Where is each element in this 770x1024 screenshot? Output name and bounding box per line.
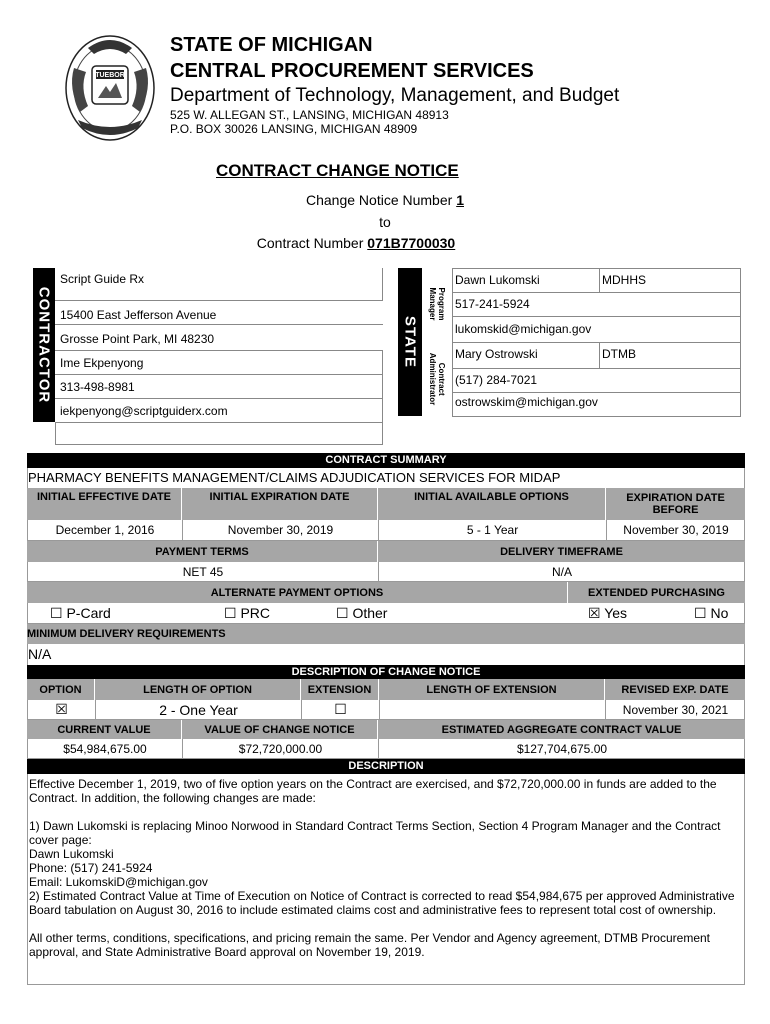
contract-number-label: Contract Number <box>256 235 368 251</box>
h-min-delivery: MINIMUM DELIVERY REQUIREMENTS <box>27 624 745 644</box>
h-extension: EXTENSION <box>301 679 379 700</box>
contractor-bar <box>33 268 55 422</box>
h-estimated-aggregate: ESTIMATED AGGREGATE CONTRACT VALUE <box>441 723 682 736</box>
change-option-values <box>27 700 745 720</box>
pm-name: Dawn Lukomski <box>455 273 540 287</box>
length-of-extension <box>380 700 606 719</box>
michigan-seal <box>58 28 162 150</box>
no-label: No <box>710 605 729 621</box>
pm-email: lukomskid@michigan.gov <box>455 322 592 336</box>
pm-label-line-2: Manager <box>428 287 437 321</box>
contractor-info <box>55 268 383 444</box>
prc-label: PRC <box>240 605 271 621</box>
ca-name: Mary Ostrowski <box>455 347 538 361</box>
contractor-phone: 313-498-8981 <box>60 380 135 394</box>
address-line-2: P.O. BOX 30026 LANSING, MICHIGAN 48909 <box>170 122 418 136</box>
pm-agency: MDHHS <box>602 273 646 287</box>
h-length-of-option: LENGTH OF OPTION <box>95 679 301 700</box>
state-bar <box>398 268 422 416</box>
h-option: OPTION <box>27 679 95 700</box>
change-notice-header: DESCRIPTION OF CHANGE NOTICE <box>27 665 745 679</box>
contractor-contact: Ime Ekpenyong <box>60 356 144 370</box>
contractor-email: iekpenyong@scriptguiderx.com <box>60 404 228 418</box>
payment-delivery-headers <box>27 541 745 562</box>
length-of-option: 2 - One Year <box>96 700 302 719</box>
ca-phone: (517) 284-7021 <box>455 373 538 387</box>
contract-summary-header: CONTRACT SUMMARY <box>27 453 745 468</box>
initial-effective-date: December 1, 2016 <box>28 520 183 540</box>
description-paragraph-2: 1) Dawn Lukomski is replacing Minoo Norwood in Standard Contract Terms Section, Section 4 Program Manager and the Contract cover page: Dawn Lukomski Phone: (517) 241-5924 Email: LukomskiD@michigan.gov 2) Estimated Contract Value at Time of Execution on Notice of Contract is corrected to read $54,984,675 per approved Administrative Board tabulation on August 30, 2016 to include estimated claims cost and administrative fees to represent total cost of ownership. <box>29 819 735 917</box>
change-notice-value: 1 <box>456 192 464 208</box>
summary-date-values <box>27 520 745 541</box>
pcard-option[interactable]: ☐ P-Card <box>50 605 111 621</box>
notice-title: CONTRACT CHANGE NOTICE <box>216 161 459 180</box>
payment-terms: NET 45 <box>28 562 379 581</box>
other-option[interactable]: ☐ Other <box>336 605 388 621</box>
expiration-date-before: November 30, 2019 <box>623 523 729 537</box>
extended-yes-option[interactable]: ☒ Yes <box>588 605 628 621</box>
seal-text: TUEBOR <box>95 72 125 79</box>
contractor-label: CONTRACTOR <box>35 286 53 404</box>
pm-phone: 517-241-5924 <box>455 297 530 311</box>
h-revised-exp-date: REVISED EXP. DATE <box>621 683 729 696</box>
h-payment-terms: PAYMENT TERMS <box>27 541 378 562</box>
state-role-labels <box>422 268 452 416</box>
contract-number <box>0 235 712 251</box>
ca-label-line-2: Administrator <box>428 352 437 406</box>
extended-no-option[interactable]: ☐ No <box>694 605 729 621</box>
state-heading: STATE OF MICHIGAN <box>170 34 373 56</box>
address-line-1: 525 W. ALLEGAN ST., LANSING, MICHIGAN 48913 <box>170 108 449 122</box>
description-body <box>27 774 745 985</box>
change-option-headers <box>27 679 745 700</box>
payment-delivery-values <box>27 562 745 582</box>
alt-payment-values <box>27 603 745 624</box>
other-label: Other <box>352 605 388 621</box>
h-current-value: CURRENT VALUE <box>27 720 182 739</box>
change-notice-label: Change Notice Number <box>306 192 457 208</box>
extension-checkbox[interactable]: ☐ <box>302 700 380 719</box>
change-notice-number <box>0 192 770 208</box>
h-initial-expiration: INITIAL EXPIRATION DATE <box>182 488 378 520</box>
h-extended-purchasing: EXTENDED PURCHASING <box>588 586 725 599</box>
h-delivery-timeframe: DELIVERY TIMEFRAME <box>500 545 623 558</box>
yes-label: Yes <box>604 605 628 621</box>
value-values <box>27 739 745 759</box>
ca-label-line-1: Contract <box>437 362 446 396</box>
option-checkbox[interactable]: ☒ <box>28 700 96 719</box>
contract-number-value: 071B7700030 <box>367 235 456 251</box>
initial-expiration-date: November 30, 2019 <box>183 520 379 540</box>
state-info <box>452 268 741 416</box>
h-value-of-change: VALUE OF CHANGE NOTICE <box>182 720 378 739</box>
h-initial-options: INITIAL AVAILABLE OPTIONS <box>378 488 606 520</box>
estimated-aggregate-value: $127,704,675.00 <box>516 741 608 756</box>
min-delivery-value: N/A <box>27 644 745 665</box>
ca-agency: DTMB <box>602 347 636 361</box>
to-label: to <box>379 214 391 230</box>
contractor-city: Grosse Point Park, MI 48230 <box>60 332 215 346</box>
contractor-name: Script Guide Rx <box>60 272 145 286</box>
delivery-timeframe: N/A <box>551 564 572 579</box>
program-manager-label <box>422 268 452 340</box>
contract-administrator-label <box>422 342 452 416</box>
alt-payment-headers <box>27 582 745 603</box>
h-length-of-extension: LENGTH OF EXTENSION <box>379 679 605 700</box>
ca-email: ostrowskim@michigan.gov <box>455 395 598 409</box>
current-value: $54,984,675.00 <box>28 739 183 758</box>
state-label: STATE <box>401 316 419 368</box>
pm-label-line-1: Program <box>437 287 446 321</box>
value-headers <box>27 720 745 739</box>
description-paragraph-3: All other terms, conditions, specifications, and pricing remain the same. Per Vendor and Agency agreement, DTMB Procurement approval, and State Administrative Board approval on November 19, 2019. <box>29 931 710 959</box>
revised-exp-date: November 30, 2021 <box>622 702 729 717</box>
description-paragraph-1: Effective December 1, 2019, two of five option years on the Contract are exercised, and $72,720,000.00 in funds are added to the Contract. In addition, the following changes are made: <box>29 777 717 805</box>
value-of-change: $72,720,000.00 <box>183 739 379 758</box>
initial-available-options: 5 - 1 Year <box>379 520 607 540</box>
pcard-label: P-Card <box>66 605 111 621</box>
h-alternate-payment: ALTERNATE PAYMENT OPTIONS <box>27 582 568 603</box>
department-heading: Department of Technology, Management, and Budget <box>170 85 620 106</box>
summary-description: PHARMACY BENEFITS MANAGEMENT/CLAIMS ADJUDICATION SERVICES FOR MIDAP <box>27 468 745 488</box>
office-heading: CENTRAL PROCUREMENT SERVICES <box>170 60 534 82</box>
h-initial-effective: INITIAL EFFECTIVE DATE <box>27 488 182 520</box>
contractor-street: 15400 East Jefferson Avenue <box>60 308 217 322</box>
prc-option[interactable]: ☐ PRC <box>224 605 271 621</box>
h-expiration-before: EXPIRATION DATE BEFORE <box>626 492 725 516</box>
description-header: DESCRIPTION <box>27 759 745 774</box>
summary-date-headers <box>27 488 745 520</box>
